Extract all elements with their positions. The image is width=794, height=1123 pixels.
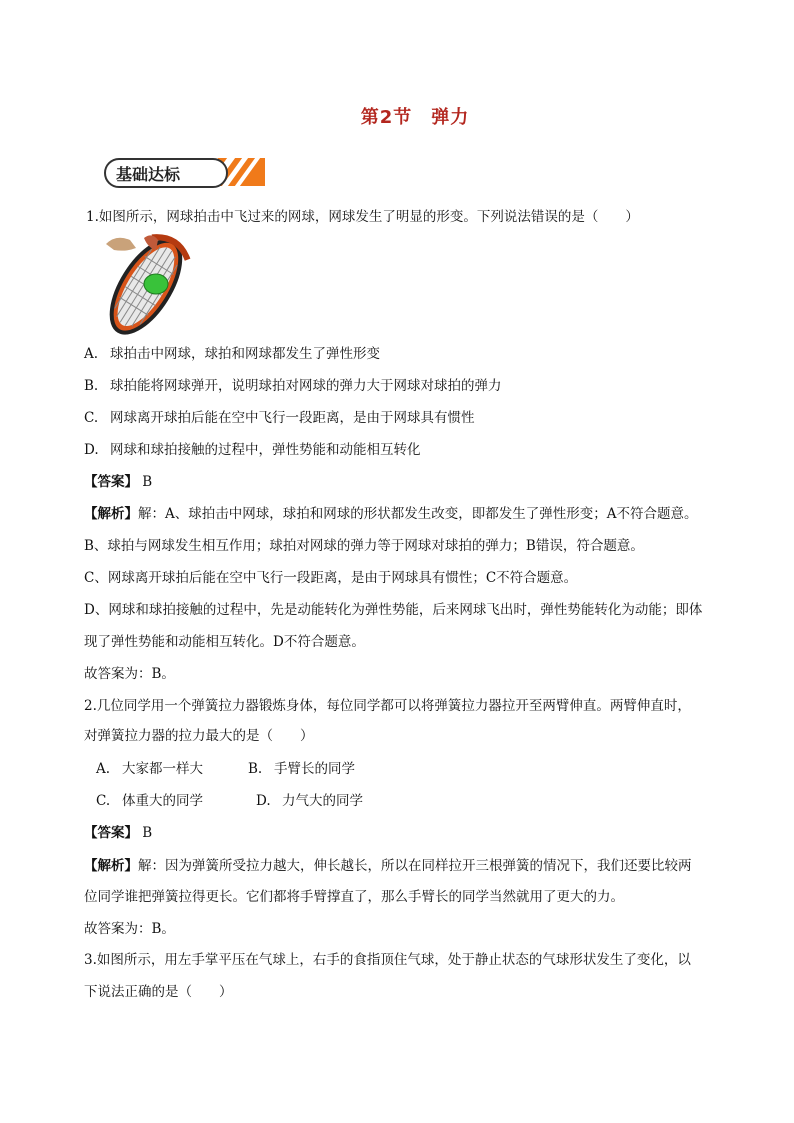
q2-conclusion: 故答案为：B。 bbox=[84, 921, 175, 937]
q2-answer: 【答案】 B bbox=[84, 825, 153, 841]
q1-option-b: B. 球拍能将网球弹开，说明球拍对网球的弹力大于网球对球拍的弹力 bbox=[84, 378, 502, 394]
q2-analysis-line-2: 位同学谁把弹簧拉得更长。它们都将手臂撑直了，那么手臂长的同学当然就用了更大的力。 bbox=[84, 889, 624, 905]
q2-option-b: B. 手臂长的同学 bbox=[248, 761, 355, 777]
q2-option-d: D. 力气大的同学 bbox=[256, 793, 363, 809]
q1-analysis-line-2: B、球拍与网球发生相互作用；球拍对网球的弹力等于网球对球拍的弹力；B错误，符合题意。 bbox=[84, 538, 644, 554]
q1-stem: 1.如图所示，网球拍击中飞过来的网球，网球发生了明显的形变。下列说法错误的是（ ） bbox=[86, 209, 639, 225]
q1-answer: 【答案】 B bbox=[84, 474, 153, 490]
q1-option-c: C. 网球离开球拍后能在空中飞行一段距离，是由于网球具有惯性 bbox=[84, 410, 475, 426]
tennis-racket-image bbox=[92, 232, 202, 338]
section-banner bbox=[100, 152, 265, 192]
q1-analysis-line-1: 【解析】解：A、球拍击中网球，球拍和网球的形状都发生改变，即都发生了弹性形变；A不符合题意。 bbox=[84, 506, 698, 522]
q3-stem-line-1: 3.如图所示，用左手掌平压在气球上，右手的食指顶住气球，处于静止状态的气球形状发生了变化，以 bbox=[84, 952, 691, 968]
q1-option-a: A. 球拍击中网球，球拍和网球都发生了弹性形变 bbox=[84, 346, 380, 362]
q2-analysis-line-1: 【解析】解：因为弹簧所受拉力越大，伸长越长，所以在同样拉开三根弹簧的情况下，我们还要比较两 bbox=[84, 858, 692, 874]
q2-stem-line-1: 2.几位同学用一个弹簧拉力器锻炼身体，每位同学都可以将弹簧拉力器拉开至两臂伸直。两臂伸直时， bbox=[84, 698, 691, 714]
banner-label: 基础达标 bbox=[116, 165, 181, 184]
q2-option-c: C. 体重大的同学 bbox=[96, 793, 203, 809]
q1-analysis-line-4: D、网球和球拍接触的过程中，先是动能转化为弹性势能，后来网球飞出时，弹性势能转化为动能；即体 bbox=[84, 602, 703, 618]
q1-analysis-line-5: 现了弹性势能和动能相互转化。D不符合题意。 bbox=[84, 634, 365, 650]
q1-option-d: D. 网球和球拍接触的过程中，弹性势能和动能相互转化 bbox=[84, 442, 421, 458]
q3-stem-line-2: 下说法正确的是（ ） bbox=[84, 984, 233, 1000]
q1-analysis-line-3: C、网球离开球拍后能在空中飞行一段距离，是由于网球具有惯性；C不符合题意。 bbox=[84, 570, 578, 586]
page-title: 第2节 弹力 bbox=[360, 107, 470, 128]
q2-option-a: A. 大家都一样大 bbox=[96, 761, 203, 777]
q1-conclusion: 故答案为：B。 bbox=[84, 666, 175, 682]
q2-stem-line-2: 对弹簧拉力器的拉力最大的是（ ） bbox=[84, 728, 314, 744]
